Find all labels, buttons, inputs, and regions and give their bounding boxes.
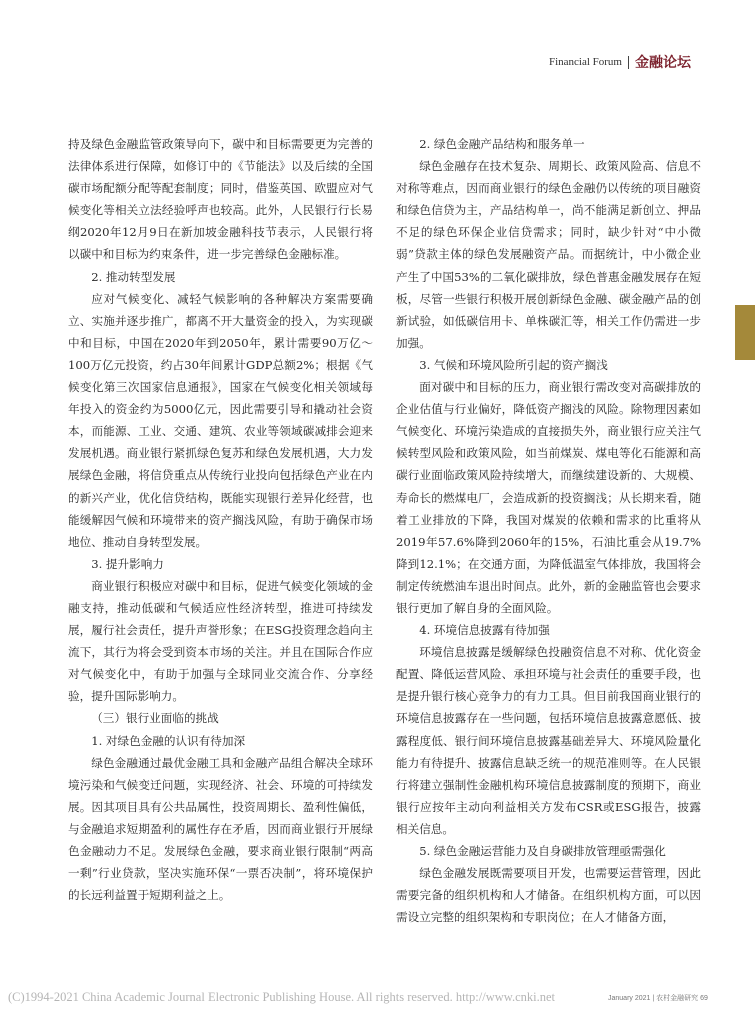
section-heading: 4. 环境信息披露有待加强 [419, 623, 550, 638]
section-heading: 1. 对绿色金融的认识有待加深 [91, 733, 246, 748]
right-text-column [396, 133, 701, 928]
journal-section-cn: 金融论坛 [635, 55, 691, 71]
section-heading: （三）银行业面临的挑战 [91, 711, 219, 726]
left-text-column [68, 133, 373, 906]
page-number: January 2021 | 农村金融研究 69 [608, 995, 708, 1002]
paragraph: 商业银行积极应对碳中和目标，促进气候变化领域的金融支持，推动低碳和气候适应性经济转型，推进可持续发展，履行社会责任，提升声誉形象；在ESG投资理念趋向主流下，其行为将会受到资本市场的关注。并且在国际合作应对气候变化中，有助于加强与全球同业交流合作、分享经验，提升国际影响力。 [68, 578, 373, 704]
section-heading: 3. 提升影响力 [91, 556, 164, 571]
journal-section-en: Financial Forum [548, 56, 622, 68]
section-heading: 3. 气候和环境风险所引起的资产搁浅 [419, 357, 608, 372]
section-heading: 2. 绿色金融产品结构和服务单一 [419, 137, 585, 151]
header-divider [628, 56, 629, 69]
paragraph: 应对气候变化、减轻气候影响的各种解决方案需要确立、实施并逐步推广，都离不开大量资金的投入，为实现碳中和目标，中国在2020年到2050年，累计需要90万亿～100万亿元投资，约占30年间累计GDP总额2%；根据《气候变化第三次国家信息通报》，国家在气候变化相关领域每年投入的资金约为5000亿元，因此需要引导和撬动社会资本，而能源、工业、交通、建筑、农业等领域碳减排会迎来发展机遇。商业银行紧抓绿色复苏和绿色发展机遇，大力发展绿色金融，将信贷重点从传统行业投向包括绿色产业在内的新兴产业，优化信贷结构，既能实现银行差异化经营，也能缓解因气候和环境带来的资产搁浅风险，有助于确保市场地位、推动自身转型发展。 [68, 291, 373, 549]
paragraph: 绿色金融存在技术复杂、周期长、政策风险高、信息不对称等难点，因而商业银行的绿色金融仍以传统的项目融资和绿色信贷为主，产品结构单一，尚不能满足新创立、押品不足的绿色环保企业信贷需求；同时，缺少针对“中小微弱”贷款主体的绿色发展融资产品。而据统计，中小微企业产生了中国53%的二氧化碳排放，绿色普惠金融发展存在短板，尽管一些银行积极开展创新绿色金融、碳金融产品的创新试验，如低碳信用卡、单株碳汇等，相关工作仍需进一步加强。 [396, 159, 701, 350]
paragraph: 绿色金融通过最优金融工具和金融产品组合解决全球环境污染和气候变迁问题，实现经济、社会、环境的可持续发展。因其项目具有公共品属性，投资周期长、盈利性偏低，与金融追求短期盈利的属性存在矛盾，因而商业银行开展绿色金融动力不足。发展绿色金融，要求商业银行限制“两高一剩”行业贷款，坚决实施环保“一票否决制”，将环境保护的长远利益置于短期利益之上。 [68, 755, 373, 903]
copyright-watermark: (C)1994-2021 China Academic Journal Electronic Publishing House. All rights reserved. http://www.cnki.net [8, 990, 556, 1004]
paragraph: 持及绿色金融监管政策导向下，碳中和目标需要更为完善的法律体系进行保障，如修订中的《节能法》以及后续的全国碳市场配额分配等配套制度；同时，借鉴英国、欧盟应对气候变化等相关立法经验呼声也较高。此外，人民银行行长易纲2020年12月9日在新加坡金融科技节表示，人民银行将以碳中和目标为约束条件，进一步完善绿色金融标准。 [68, 137, 373, 262]
page-header [549, 52, 691, 72]
paragraph: 面对碳中和目标的压力，商业银行需改变对高碳排放的企业估值与行业偏好，降低资产搁浅的风险。除物理因素如气候变化、环境污染造成的直接损失外，商业银行应关注气候转型风险和政策风险，如当前煤炭、煤电等化石能源和高碳行业面临政策风险持续增大，而继续建设新的、大规模、寿命长的燃煤电厂，会造成新的投资搁浅；从长期来看，随着工业排放的下降，我国对煤炭的依赖和需求的比重将从2019年57.6%降到2060年的15%，石油比重会从19.7%降到12.1%；在交通方面，为降低温室气体排放，我国将会制定传统燃油车退出时间点。此外，新的金融监管也会要求银行更加了解自身的全面风险。 [396, 380, 701, 615]
paragraph: 绿色金融发展既需要项目开发，也需要运营管理，因此需要完备的组织机构和人才储备。在组织机构方面，可以因需设立完整的组织架构和专职岗位；在人才储备方面， [396, 866, 701, 925]
section-heading: 2. 推动转型发展 [91, 269, 176, 284]
section-heading: 5. 绿色金融运营能力及自身碳排放管理亟需强化 [419, 844, 666, 858]
paragraph: 环境信息披露是缓解绿色投融资信息不对称、优化资金配置、降低运营风险、承担环境与社会责任的重要手段，也是提升银行核心竞争力的有力工具。但目前我国商业银行的环境信息披露存在一些问题，包括环境信息披露意愿低、披露程度低、银行间环境信息披露基础差异大、环境风险量化能力有待提升、披露信息缺乏统一的规范准则等。在人民银行将建立强制性金融机构环境信息披露制度的预期下，商业银行应按年主动向利益相关方发布CSR或ESG报告，披露相关信息。 [396, 645, 701, 836]
page-edge-accent-bar [735, 305, 755, 360]
